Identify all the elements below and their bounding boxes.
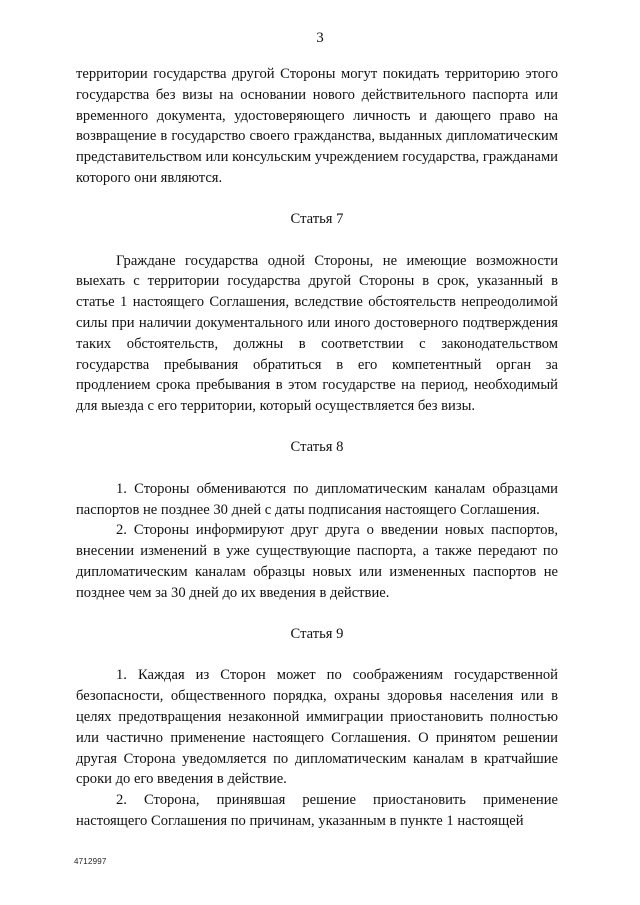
article-8-item-2: 2. Стороны информируют друг друга о введении новых паспортов, внесении изменений в уже существующие паспорта, а также передают по дипломатическим каналам образцы новых или измененных паспортов не позднее чем за 30 дней до их введения в действие.	[76, 522, 558, 601]
document-body	[76, 64, 558, 832]
document-code: 4712997	[74, 857, 107, 866]
paragraph-continuation: территории государства другой Стороны могут покидать территорию этого государства без визы на основании нового действительного паспорта или временного документа, удостоверяющего личность и дающего право на возвращение в государство своего гражданства, выданных дипломатическим представительством или консульским учреждением государства, гражданами которого они являются.	[76, 66, 558, 186]
article-9-item-2: 2. Сторона, принявшая решение приостановить применение настоящего Соглашения по причинам, указанным в пункте 1 настоящей	[76, 792, 558, 829]
article-7-heading: Статья 7	[290, 210, 344, 227]
article-8-item-1: 1. Стороны обмениваются по дипломатическим каналам образцами паспортов не позднее 30 дней с даты подписания настоящего Соглашения.	[76, 480, 558, 518]
page-number: 3	[316, 30, 324, 46]
article-8-heading: Статья 8	[290, 438, 344, 455]
article-9-heading: Статья 9	[290, 625, 344, 642]
article-7-paragraph: Граждане государства одной Стороны, не имеющие возможности выехать с территории государства другой Стороны в срок, указанный в статье 1 настоящего Соглашения, вследствие обстоятельств непреодолимой силы при наличии документального или иного достоверного подтверждения таких обстоятельств, должны в соответствии с законодательством государства пребывания обратиться в его компетентный орган за продлением срока пребывания в этом государстве на период, необходимый для выезда с его территории, который осуществляется без визы.	[76, 252, 558, 415]
article-9-item-1: 1. Каждая из Сторон может по соображениям государственной безопасности, общественного порядка, охраны здоровья населения или в целях предотвращения незаконной иммиграции приостановить полностью или частично применение настоящего Соглашения. О принятом решении другая Сторона уведомляется по дипломатическим каналам в кратчайшие сроки до его введения в действие.	[76, 667, 558, 788]
